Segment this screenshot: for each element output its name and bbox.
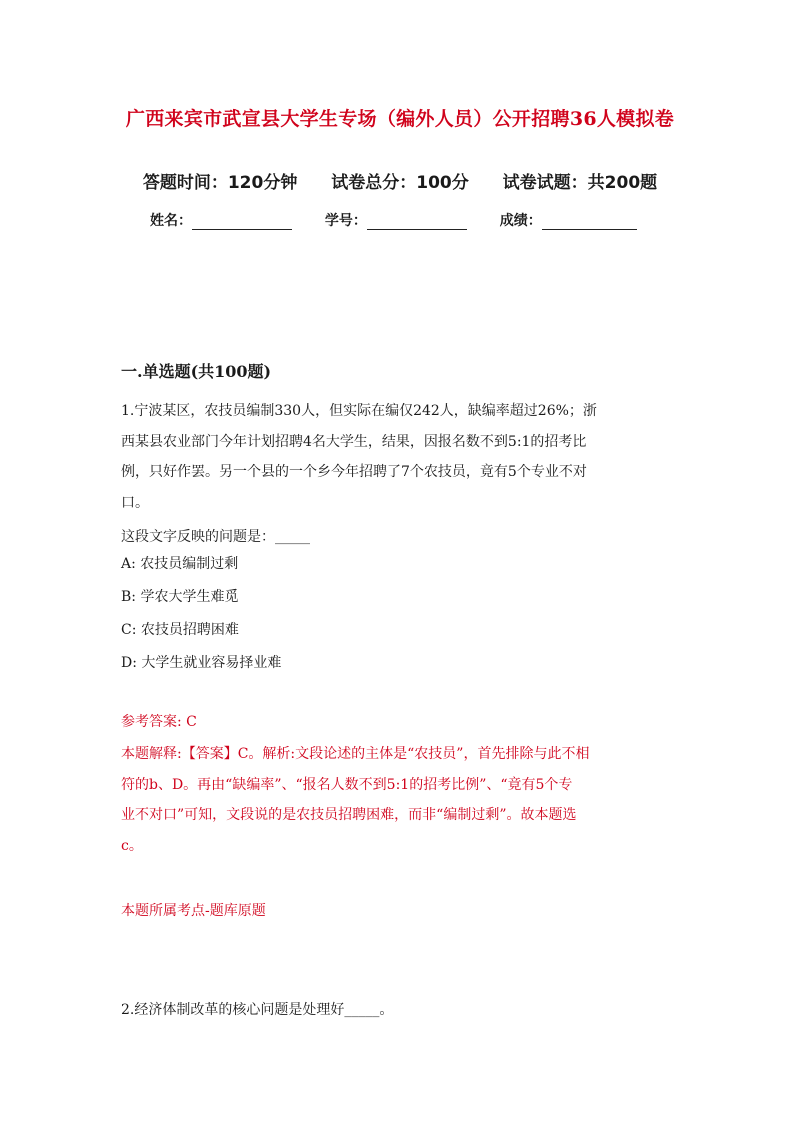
question-1-stem [121, 396, 681, 518]
option-c[interactable]: C: 农技员招聘困难 [121, 622, 239, 638]
student-id-label: 学号： [324, 213, 367, 229]
question-stem-line: 1.宁波某区，农技员编制330人，但实际在编仅242人，缺编率超过26%；浙 [121, 403, 597, 419]
question-stem-line: 西某县农业部门今年计划招聘4名大学生，结果，因报名数不到5:1的招考比 [121, 433, 587, 450]
grade-blank-line[interactable] [542, 215, 637, 230]
student-id-field[interactable] [325, 210, 467, 230]
name-field[interactable] [150, 210, 292, 230]
knowledge-point-tag: 本题所属考点-题库原题 [121, 903, 266, 919]
question-stem-line: 口。 [121, 494, 149, 511]
question-2-stem: 2.经济体制改革的核心问题是处理好_____。 [121, 1002, 394, 1018]
exam-meta [0, 168, 800, 193]
exam-total-score: 试卷总分：100分 [331, 173, 469, 193]
reference-answer: 参考答案: C [121, 714, 197, 730]
student-id-blank-line[interactable] [367, 215, 467, 230]
question-1-prompt: 这段文字反映的问题是：_____ [121, 529, 310, 545]
exam-question-count: 试卷试题：共200题 [502, 173, 658, 193]
option-d[interactable]: D: 大学生就业容易择业难 [121, 655, 282, 671]
grade-label: 成绩： [499, 213, 542, 229]
explanation-line: c。 [121, 837, 143, 854]
name-blank-line[interactable] [192, 215, 292, 230]
exam-time: 答题时间：120分钟 [142, 173, 298, 193]
grade-field[interactable] [500, 210, 637, 230]
explanation-line: 本题解释:【答案】C。解析:文段论述的主体是“农技员”，首先排除与此不相 [121, 746, 590, 762]
option-a[interactable]: A: 农技员编制过剩 [121, 556, 239, 572]
student-info-fields [150, 210, 690, 230]
option-b[interactable]: B: 学农大学生难觅 [121, 589, 239, 605]
question-1-options [121, 548, 681, 680]
answer-explanation [121, 739, 681, 861]
page-title: 广西来宾市武宣县大学生专场（编外人员）公开招聘36人模拟卷 [125, 108, 675, 130]
explanation-line: 业不对口”可知，文段说的是农技员招聘困难，而非“编制过剩”。故本题选 [121, 807, 577, 823]
section-title: 一.单选题(共100题) [121, 362, 272, 381]
explanation-line: 符的b、D。再由“缺编率”、“报名人数不到5:1的招考比例”、“竟有5个专 [121, 776, 573, 793]
question-stem-line: 例，只好作罢。另一个县的一个乡今年招聘了7个农技员，竟有5个专业不对 [121, 464, 587, 480]
name-label: 姓名： [150, 213, 192, 229]
